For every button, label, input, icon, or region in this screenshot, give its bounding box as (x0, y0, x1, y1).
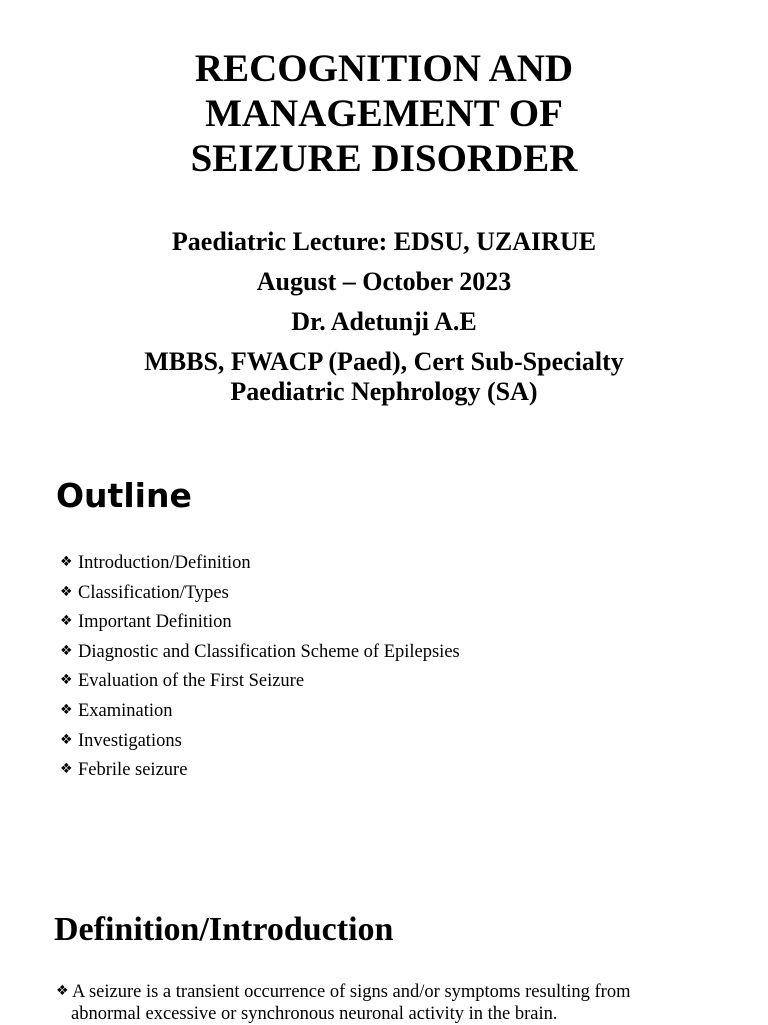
outline-list (60, 548, 460, 785)
definition-heading: Definition/Introduction (54, 908, 393, 952)
diamond-bullet-icon: ❖ (56, 981, 72, 1003)
document-title (0, 46, 768, 181)
diamond-bullet-icon: ❖ (60, 607, 78, 636)
list-item (60, 755, 460, 785)
diamond-bullet-icon: ❖ (60, 637, 78, 666)
definition-text-line-2: abnormal excessive or synchronous neuronal activity in the brain. (56, 1004, 706, 1025)
list-item-text: Introduction/Definition (78, 553, 251, 573)
list-item-text: Important Definition (78, 612, 232, 632)
list-item (60, 666, 460, 696)
title-line-1: RECOGNITION AND (0, 46, 768, 91)
diamond-bullet-icon: ❖ (60, 578, 78, 607)
lecture-info (0, 227, 768, 407)
outline-heading: Outline (56, 476, 192, 516)
title-line-2: MANAGEMENT OF (0, 91, 768, 136)
list-item (60, 548, 460, 578)
lecture-dates: August – October 2023 (0, 267, 768, 297)
list-item-text: Investigations (78, 731, 182, 751)
list-item-text: Examination (78, 701, 173, 721)
list-item (60, 696, 460, 726)
list-item-text: Diagnostic and Classification Scheme of Epilepsies (78, 642, 460, 662)
list-item-text: Evaluation of the First Seizure (78, 671, 304, 691)
list-item (60, 726, 460, 756)
author-credentials-line-1: MBBS, FWACP (Paed), Cert Sub-Specialty (0, 347, 768, 377)
list-item (60, 578, 460, 608)
definition-paragraph (56, 981, 706, 1025)
list-item (60, 607, 460, 637)
title-line-3: SEIZURE DISORDER (0, 136, 768, 181)
author-credentials-line-2: Paediatric Nephrology (SA) (0, 377, 768, 407)
diamond-bullet-icon: ❖ (60, 696, 78, 725)
author-name: Dr. Adetunji A.E (0, 307, 768, 337)
definition-line-1 (56, 981, 706, 1004)
list-item-text: Febrile seizure (78, 760, 187, 780)
diamond-bullet-icon: ❖ (60, 666, 78, 695)
list-item (60, 637, 460, 667)
lecture-name: Paediatric Lecture: EDSU, UZAIRUE (0, 227, 768, 257)
diamond-bullet-icon: ❖ (60, 755, 78, 784)
diamond-bullet-icon: ❖ (60, 548, 78, 577)
definition-text-line-1: A seizure is a transient occurrence of signs and/or symptoms resulting from (72, 982, 630, 1002)
diamond-bullet-icon: ❖ (60, 726, 78, 755)
list-item-text: Classification/Types (78, 583, 229, 603)
